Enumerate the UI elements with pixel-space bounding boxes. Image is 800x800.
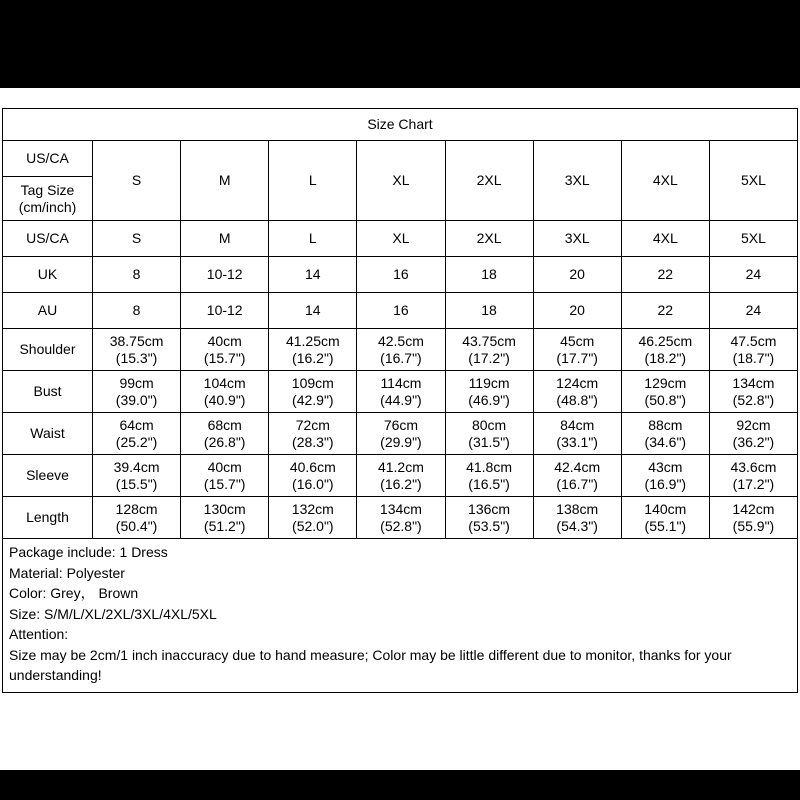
note-disclaimer: Size may be 2cm/1 inch inaccuracy due to hand measure; Color may be little different due to monitor, thanks for your understanding!	[9, 646, 732, 683]
note-color: Color: Grey， Brown	[9, 585, 139, 601]
notes-box	[2, 538, 798, 693]
table-row-usca	[3, 221, 798, 257]
measure-value-cell	[181, 329, 269, 371]
title-row	[3, 109, 798, 141]
table-row-shoulder	[3, 329, 798, 371]
size-value-cell: 10-12	[181, 257, 269, 293]
measure-cm: 38.75cm	[109, 332, 164, 349]
measure-inch: (40.9")	[203, 391, 246, 408]
measure-value-cell	[93, 329, 181, 371]
row-label: Length	[3, 497, 93, 539]
size-value-cell: 16	[357, 257, 445, 293]
measure-inch: (52.0")	[292, 517, 334, 534]
measure-cm: 41.8cm	[466, 458, 513, 475]
row-label: UK	[3, 257, 93, 293]
size-value-cell: 10-12	[181, 293, 269, 329]
size-value-cell: 4XL	[621, 221, 709, 257]
size-header-cell: XL	[357, 141, 445, 221]
measure-cm: 142cm	[732, 500, 775, 517]
measure-inch: (53.5")	[468, 517, 510, 534]
measure-cm: 46.25cm	[638, 332, 693, 349]
measure-value-cell	[709, 497, 797, 539]
measure-value-cell	[621, 455, 709, 497]
table-row-au	[3, 293, 798, 329]
measure-cm: 40cm	[207, 332, 242, 349]
size-value-cell: 18	[445, 293, 533, 329]
tag-size-line2: (cm/inch)	[18, 198, 77, 215]
measure-value-cell	[357, 455, 445, 497]
measure-value-cell	[93, 455, 181, 497]
measure-cm: 76cm	[383, 416, 419, 433]
measure-inch: (39.0")	[115, 391, 158, 408]
table-row-sleeve	[3, 455, 798, 497]
measure-cm: 42.4cm	[554, 458, 601, 475]
measure-cm: 134cm	[379, 500, 422, 517]
size-value-cell: 18	[445, 257, 533, 293]
measure-cm: 134cm	[732, 374, 775, 391]
measure-cm: 129cm	[644, 374, 687, 391]
size-value-cell: 16	[357, 293, 445, 329]
size-header-cell: L	[269, 141, 357, 221]
size-value-cell: 8	[93, 293, 181, 329]
size-header-cell: 4XL	[621, 141, 709, 221]
size-value-cell: L	[269, 221, 357, 257]
measure-inch: (52.8")	[732, 391, 775, 408]
measure-cm: 43cm	[648, 458, 683, 475]
measure-value-cell	[445, 413, 533, 455]
corner-tag-size-label	[3, 177, 93, 221]
size-chart-table	[2, 108, 798, 539]
table-row-waist	[3, 413, 798, 455]
measure-cm: 109cm	[291, 374, 334, 391]
measure-value-cell	[621, 371, 709, 413]
measure-value-cell	[181, 371, 269, 413]
measure-cm: 47.5cm	[730, 332, 777, 349]
measure-value-cell	[621, 329, 709, 371]
measure-cm: 132cm	[291, 500, 334, 517]
size-value-cell: 22	[621, 257, 709, 293]
measure-inch: (16.7")	[380, 349, 422, 366]
size-value-cell: XL	[357, 221, 445, 257]
measure-value-cell	[357, 413, 445, 455]
table-row-uk	[3, 257, 798, 293]
measure-cm: 39.4cm	[113, 458, 160, 475]
measure-cm: 41.2cm	[377, 458, 424, 475]
measure-inch: (16.5")	[468, 475, 510, 492]
measure-value-cell	[181, 497, 269, 539]
measure-value-cell	[709, 329, 797, 371]
measure-cm: 119cm	[468, 374, 510, 391]
row-label: AU	[3, 293, 93, 329]
table-row-length	[3, 497, 798, 539]
row-label: US/CA	[3, 221, 93, 257]
size-value-cell: 24	[709, 257, 797, 293]
measure-cm: 72cm	[295, 416, 330, 433]
bottom-black-bar	[0, 770, 800, 800]
measure-cm: 99cm	[119, 374, 154, 391]
size-value-cell: 3XL	[533, 221, 621, 257]
measure-inch: (15.7")	[203, 475, 246, 492]
measure-inch: (16.2")	[380, 475, 422, 492]
measure-inch: (15.7")	[203, 349, 246, 366]
corner-us-ca-label: US/CA	[3, 141, 93, 177]
measure-inch: (55.9")	[732, 517, 775, 534]
measure-cm: 124cm	[556, 374, 599, 391]
measure-inch: (18.2")	[644, 349, 687, 366]
measure-value-cell	[445, 329, 533, 371]
measure-inch: (29.9")	[380, 433, 422, 450]
note-package: Package include: 1 Dress	[9, 544, 168, 560]
measure-value-cell	[93, 497, 181, 539]
measure-value-cell	[269, 329, 357, 371]
measure-inch: (33.1")	[556, 433, 598, 450]
measure-inch: (18.7")	[732, 349, 775, 366]
measure-cm: 40.6cm	[289, 458, 336, 475]
top-black-bar	[0, 0, 800, 88]
measure-cm: 136cm	[468, 500, 511, 517]
tag-size-line1: Tag Size	[20, 181, 75, 198]
size-value-cell: 5XL	[709, 221, 797, 257]
measure-cm: 104cm	[203, 374, 246, 391]
measure-inch: (16.2")	[292, 349, 334, 366]
measure-value-cell	[269, 371, 357, 413]
measure-cm: 43.75cm	[462, 332, 516, 349]
measure-inch: (50.8")	[644, 391, 687, 408]
size-header-cell: 3XL	[533, 141, 621, 221]
measure-inch: (55.1")	[644, 517, 687, 534]
measure-cm: 80cm	[471, 416, 507, 433]
size-value-cell: 20	[533, 293, 621, 329]
note-material: Material: Polyester	[9, 564, 125, 581]
size-value-cell: 24	[709, 293, 797, 329]
measure-inch: (16.0")	[292, 475, 334, 492]
measure-inch: (51.2")	[203, 517, 246, 534]
measure-inch: (28.3")	[292, 433, 334, 450]
measure-cm: 138cm	[556, 500, 599, 517]
measure-value-cell	[269, 413, 357, 455]
measure-inch: (48.8")	[556, 391, 598, 408]
measure-value-cell	[357, 329, 445, 371]
size-header-cell: 2XL	[445, 141, 533, 221]
measure-value-cell	[533, 455, 621, 497]
size-value-cell: 8	[93, 257, 181, 293]
measure-inch: (31.5")	[468, 433, 510, 450]
measure-value-cell	[269, 455, 357, 497]
header-row-top	[3, 141, 798, 177]
measure-value-cell	[533, 371, 621, 413]
row-label: Waist	[3, 413, 93, 455]
size-value-cell: 20	[533, 257, 621, 293]
measure-cm: 84cm	[560, 416, 595, 433]
measure-value-cell	[93, 371, 181, 413]
measure-value-cell	[709, 413, 797, 455]
measure-value-cell	[93, 413, 181, 455]
measure-inch: (17.7")	[556, 349, 598, 366]
content-area	[0, 88, 800, 770]
size-value-cell: S	[93, 221, 181, 257]
measure-cm: 40cm	[207, 458, 242, 475]
measure-value-cell	[445, 371, 533, 413]
note-size: Size: S/M/L/XL/2XL/3XL/4XL/5XL	[9, 605, 217, 622]
measure-inch: (50.4")	[115, 517, 158, 534]
measure-value-cell	[181, 413, 269, 455]
measure-inch: (15.3")	[115, 349, 158, 366]
size-value-cell: 14	[269, 257, 357, 293]
size-header-cell: S	[93, 141, 181, 221]
measure-inch: (52.8")	[380, 517, 422, 534]
row-label: Shoulder	[3, 329, 93, 371]
measure-cm: 64cm	[119, 416, 154, 433]
measure-value-cell	[533, 497, 621, 539]
measure-inch: (17.2")	[732, 475, 775, 492]
measure-value-cell	[533, 413, 621, 455]
measure-cm: 43.6cm	[730, 458, 777, 475]
measure-cm: 92cm	[736, 416, 771, 433]
measure-value-cell	[445, 497, 533, 539]
measure-value-cell	[269, 497, 357, 539]
measure-inch: (16.7")	[556, 475, 598, 492]
measure-inch: (25.2")	[115, 433, 158, 450]
measure-value-cell	[181, 455, 269, 497]
measure-cm: 130cm	[203, 500, 246, 517]
measure-inch: (44.9")	[380, 391, 422, 408]
measure-cm: 42.5cm	[377, 332, 424, 349]
measure-inch: (17.2")	[468, 349, 510, 366]
measure-inch: (42.9")	[292, 391, 334, 408]
measure-cm: 114cm	[380, 374, 422, 391]
size-value-cell: M	[181, 221, 269, 257]
measure-cm: 68cm	[207, 416, 242, 433]
measure-cm: 128cm	[115, 500, 158, 517]
measure-value-cell	[621, 413, 709, 455]
measure-inch: (46.9")	[468, 391, 510, 408]
size-value-cell: 2XL	[445, 221, 533, 257]
size-value-cell: 22	[621, 293, 709, 329]
note-attention: Attention:	[9, 626, 69, 642]
measure-value-cell	[621, 497, 709, 539]
measure-cm: 88cm	[648, 416, 683, 433]
measure-inch: (15.5")	[115, 475, 158, 492]
table-row-bust	[3, 371, 798, 413]
size-chart-title: Size Chart	[3, 109, 798, 141]
measure-cm: 140cm	[644, 500, 687, 517]
measure-inch: (26.8")	[203, 433, 246, 450]
measure-inch: (36.2")	[732, 433, 775, 450]
measure-value-cell	[357, 371, 445, 413]
measure-value-cell	[533, 329, 621, 371]
measure-cm: 45cm	[560, 332, 595, 349]
measure-cm: 41.25cm	[285, 332, 340, 349]
measure-value-cell	[709, 371, 797, 413]
measure-inch: (16.9")	[644, 475, 687, 492]
measure-inch: (34.6")	[644, 433, 687, 450]
measure-value-cell	[445, 455, 533, 497]
measure-value-cell	[709, 455, 797, 497]
size-header-cell: M	[181, 141, 269, 221]
measure-inch: (54.3")	[556, 517, 598, 534]
measure-value-cell	[357, 497, 445, 539]
size-header-cell: 5XL	[709, 141, 797, 221]
size-value-cell: 14	[269, 293, 357, 329]
row-label: Sleeve	[3, 455, 93, 497]
row-label: Bust	[3, 371, 93, 413]
